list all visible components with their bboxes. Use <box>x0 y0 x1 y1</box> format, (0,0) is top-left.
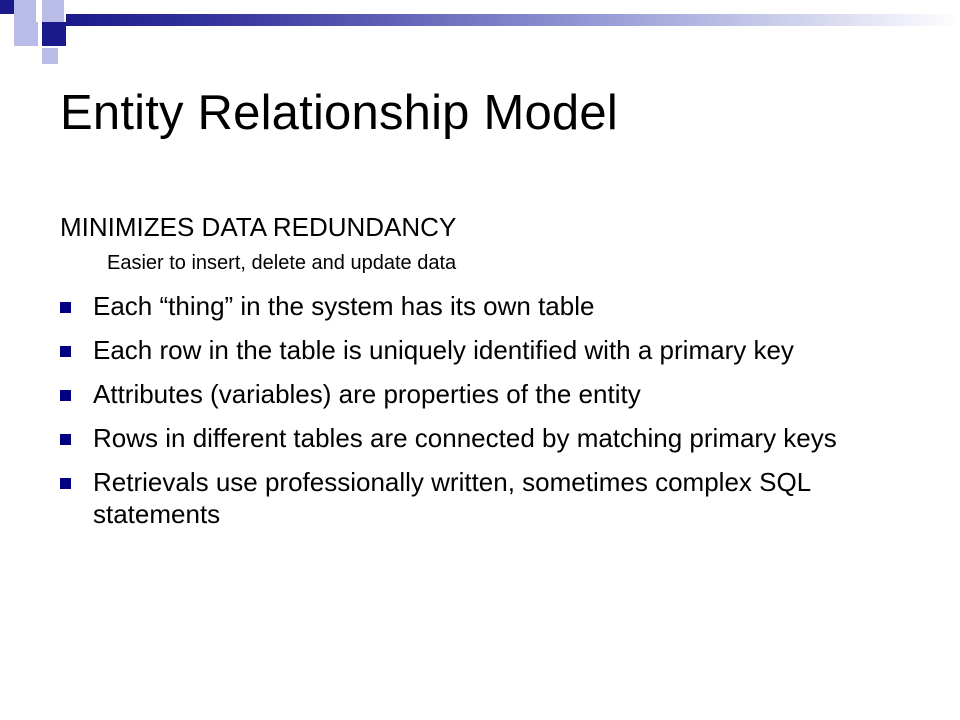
bullet-text: Each “thing” in the system has its own table <box>93 291 595 321</box>
bullet-square-icon <box>60 302 71 313</box>
bullet-item <box>60 466 930 530</box>
bullet-list <box>60 290 930 530</box>
slide-content <box>60 210 930 542</box>
decorative-square <box>14 0 36 22</box>
bullet-text: Attributes (variables) are properties of the entity <box>93 379 641 409</box>
bullet-text: Rows in different tables are connected by matching primary keys <box>93 423 837 453</box>
section-subnote: Easier to insert, delete and update data <box>107 252 457 274</box>
decorative-square <box>0 0 14 14</box>
bullet-item <box>60 290 930 322</box>
bullet-text: Each row in the table is uniquely identified with a primary key <box>93 335 794 365</box>
bullet-square-icon <box>60 434 71 445</box>
bullet-item <box>60 378 930 410</box>
bullet-square-icon <box>60 390 71 401</box>
bullet-square-icon <box>60 346 71 357</box>
decorative-square <box>42 48 58 64</box>
slide-title: Entity Relationship Model <box>60 86 618 140</box>
section-heading: MINIMIZES DATA REDUNDANCY <box>60 212 457 242</box>
decorative-square <box>14 22 38 46</box>
bullet-item <box>60 334 930 366</box>
bullet-item <box>60 422 930 454</box>
decorative-square <box>42 0 64 22</box>
bullet-square-icon <box>60 478 71 489</box>
header-gradient-bar <box>66 14 960 26</box>
bullet-text: Retrievals use professionally written, sometimes complex SQL statements <box>93 467 811 529</box>
decorative-square <box>42 22 66 46</box>
